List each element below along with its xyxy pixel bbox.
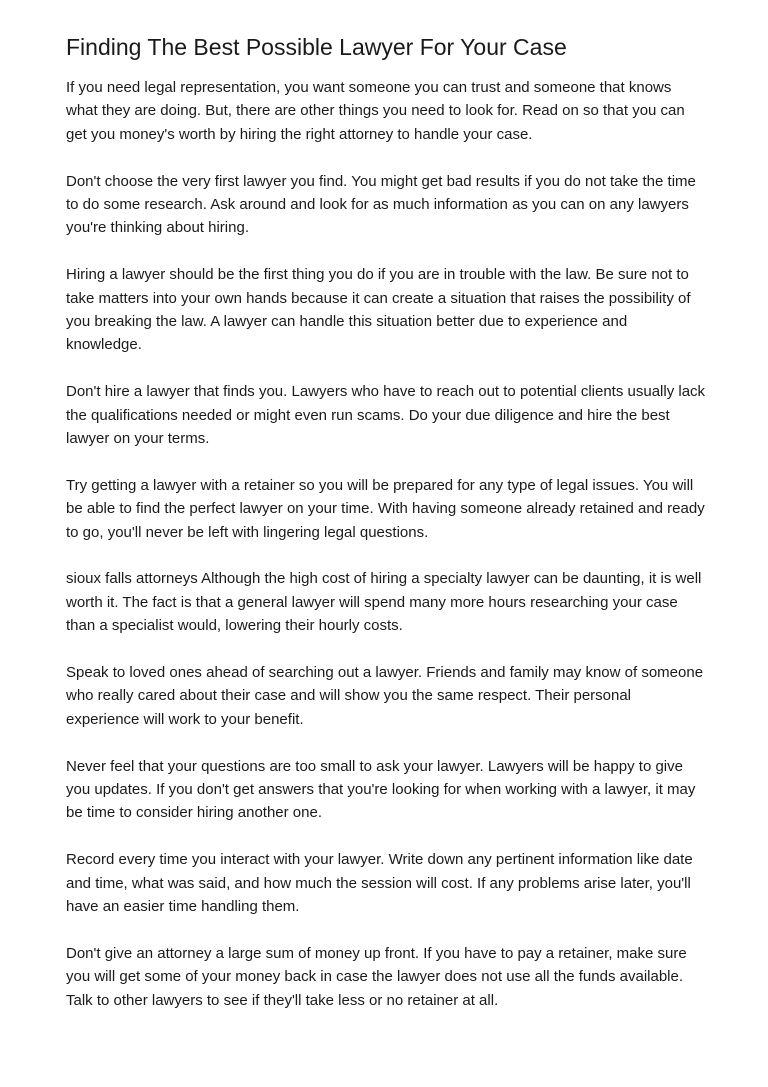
paragraph-10: Don't give an attorney a large sum of money up front. If you have to pay a retainer, make sure you will get some of your money back in case the lawyer does not use all the funds available. Talk to other lawyers to see if they'll take less or no retainer at all.	[66, 944, 687, 1009]
paragraph-1: If you need legal representation, you want someone you can trust and someone that knows what they are doing. But, there are other things you need to look for. Read on so that you can get you money's worth by hiring the right attorney to handle your case.	[66, 79, 685, 143]
paragraph-9: Record every time you interact with your lawyer. Write down any pertinent information like date and time, what was said, and how much the session will cost. If any problems arise later, you'll have an easier time handling them.	[66, 851, 693, 916]
paragraph-3: Hiring a lawyer should be the first thing you do if you are in trouble with the law. Be sure not to take matters into your own hands because it can create a situation that raises the possibility of you breaking the law. A lawyer can handle this situation better due to experience and knowledge.	[66, 266, 691, 354]
paragraph-4: Don't hire a lawyer that finds you. Lawyers who have to reach out to potential clients usually lack the qualifications needed or might even run scams. Do your due diligence and hire the best lawyer on your terms.	[66, 383, 706, 448]
paragraph-8: Never feel that your questions are too small to ask your lawyer. Lawyers will be happy to give you updates. If you don't get answers that you're looking for when working with a lawyer, it may be time to consider hiring another one.	[66, 757, 696, 822]
document-page	[66, 30, 706, 1036]
paragraph-2: Don't choose the very first lawyer you find. You might get bad results if you do not take the time to do some research. Ask around and look for as much information as you can on any lawyers you're thinking about hiring.	[66, 172, 696, 237]
paragraph-5: Try getting a lawyer with a retainer so you will be prepared for any type of legal issues. You will be able to find the perfect lawyer on your time. With having someone already retained and ready to go, you'll never be left with lingering legal questions.	[66, 476, 705, 541]
paragraph-6: sioux falls attorneys Although the high cost of hiring a specialty lawyer can be daunting, it is well worth it. The fact is that a general lawyer will spend many more hours researching your case than a specialist would, lowering their hourly costs.	[66, 570, 702, 635]
paragraph-7: Speak to loved ones ahead of searching out a lawyer. Friends and family may know of someone who really cared about their case and will show you the same respect. Their personal experience will work to your benefit.	[66, 664, 704, 728]
document-title: Finding The Best Possible Lawyer For Your Case	[66, 34, 567, 60]
